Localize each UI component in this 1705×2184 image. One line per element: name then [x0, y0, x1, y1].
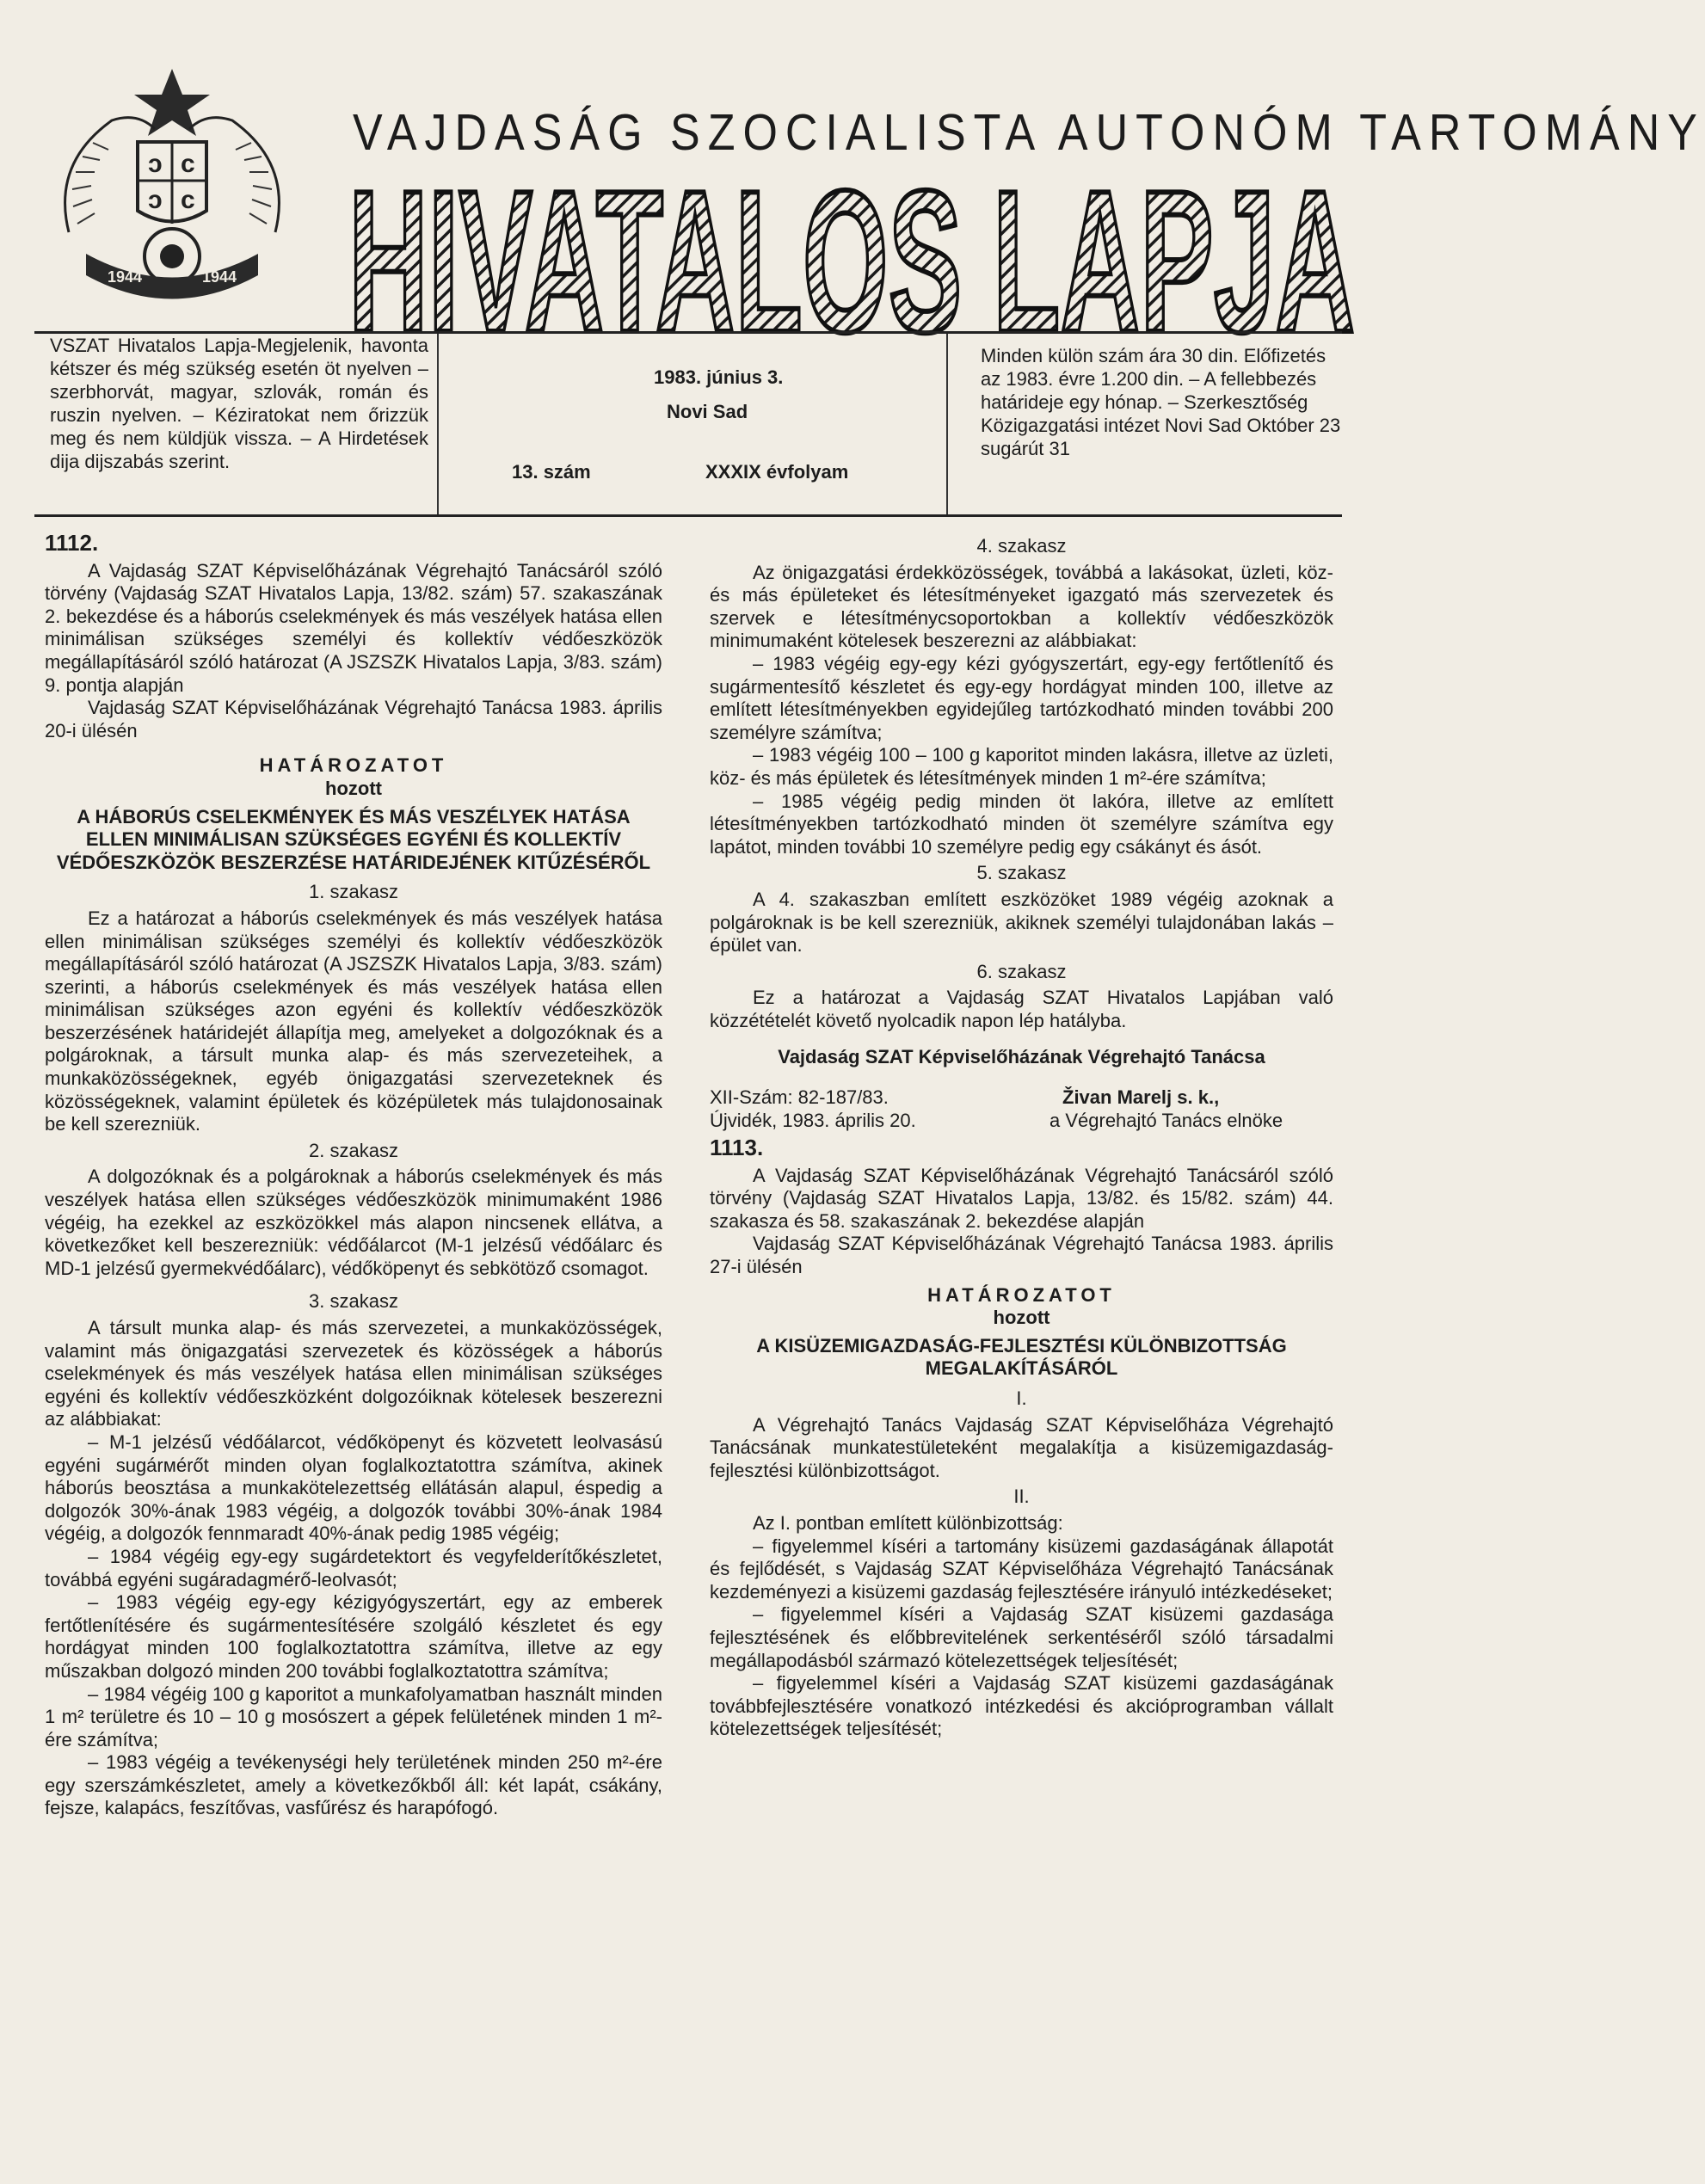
preamble: A Vajdaság SZAT Képviselőházának Végrehajtó Tanácsáról szóló törvény (Vajdaság SZAT Hivatalos Lapja, 13/82. és 15/82. szám) 44. szakasza és 58. szakaszának 2. bekezdése alapján: [710, 1164, 1333, 1232]
section-text: A 4. szakaszban említett eszközöket 1989 végéig azoknak a polgároknak is be kell szerezniük, akiknek személyi tulajdonában lakás – épület van.: [710, 888, 1333, 957]
list-item: – figyelemmel kíséri a Vajdaság SZAT kisüzemi gazdaságának továbbfejlesztésére vonatkozó intézkedési és akcióprogramban vállalt kötelezettségek teljesítését;: [710, 1672, 1333, 1740]
section-text: Az I. pontban említett különbizottság:: [753, 1511, 1063, 1534]
issue-number: 13. szám: [512, 461, 591, 483]
issue-date: 1983. június 3.: [654, 366, 784, 388]
hozott-label: hozott: [993, 1307, 1050, 1329]
right-column: [710, 532, 1333, 1741]
list-item: – M-1 jelzésű védőálarcot, védőköpenyt és közvetett leolvasású egyéni sugárмérőt minden olyan foglalkoztatottra számítva, akinek háborús beosztása a munkakötelezettség ellátásán alapul, éspedig a dolgozók 30%-ának 1983 végéig, a dolgozók további 30%-ának 1984 végéig, a dolgozók fennmaradt 40%-ának pedig 1985 végéig;: [45, 1430, 662, 1545]
list-item: – 1984 végéig egy-egy sugárdetektort és vegyfelderítőkészletet, továbbá egyéni sugáradagmérő-leolvasót;: [45, 1545, 662, 1590]
coat-of-arms-emblem: [34, 60, 318, 327]
list-item: – figyelemmel kíséri a Vajdaság SZAT kisüzemi gazdasága fejlesztésének és előbbrevitelének serkentéséről szóló társadalmi megállapodásból származó kötelezettségek teljesítését;: [710, 1603, 1333, 1671]
list-item: – figyelemmel kíséri a tartomány kisüzemi gazdaságának állapotát és fejlődését, s Vajdaság SZAT Képviselőháza Végrehajtó Tanácsának kezdeményezi a kisüzemi gazdaság fejlesztésére irányuló intézkedéseket;: [710, 1535, 1333, 1603]
section-title: 4. szakasz: [976, 535, 1067, 557]
svg-text:c: c: [181, 186, 195, 214]
doc-number: 1113.: [710, 1135, 764, 1161]
info-issue-details: [439, 334, 948, 514]
section-text: A Végrehajtó Tanács Vajdaság SZAT Képviselőháza Végrehajtó Tanácsának munkatestületeként megalakítja a kisüzemigazdaság-fejlesztési különbizottságot.: [710, 1413, 1333, 1481]
issue-volume: XXXIX évfolyam: [705, 461, 849, 483]
section-title: 1. szakasz: [309, 881, 398, 903]
emblem-year-right: 1944: [202, 268, 237, 286]
preamble-body: Vajdaság SZAT Képviselőházának Végrehajtó Tanácsa 1983. április 20-i ülésén: [45, 697, 662, 741]
svg-text:ɔ: ɔ: [148, 186, 163, 214]
masthead-title-text: HIVATALOS LAPJA: [348, 148, 1355, 374]
section-text: Az önigazgatási érdekközösségek, továbbá a lakásokat, üzleti, köz- és más épületeket és létesítményeket igazgató más szervezetek és szervek e létesítménycsoportokban a kollektív védőeszközök minimumaként kötelesek beszerezni az alábbiakat:: [710, 561, 1333, 652]
svg-text:ɔ: ɔ: [148, 150, 163, 178]
masthead-supertitle: VAJDASÁG SZOCIALISTA AUTONÓM TARTOMÁNY: [353, 104, 1705, 162]
list-item: – 1983 végéig 100 – 100 g kaporitot minden lakásra, illetve az üzleti, köz- és más épületek és létesítmények minden 1 m²-ére számítva;: [710, 744, 1333, 789]
issue-city: Novi Sad: [667, 401, 748, 422]
list-item: – 1983 végéig egy-egy kézi gyógyszertárt, egy-egy fertőtlenítő és sugármentesítő készletet és egy-egy hordágyat minden 100, illetve az említett létesítményekben egyidejűleg tartózkodható minden további 200 személyre számítva;: [710, 652, 1333, 743]
left-column: [45, 532, 662, 1820]
section-text: Ez a határozat a Vajdaság SZAT Hivatalos Lapjában való közzétételét követő nyolcadik napon lép hatályba.: [710, 987, 1333, 1031]
masthead-title: [344, 148, 1359, 374]
section-title: 5. szakasz: [976, 862, 1067, 884]
decision-label: HATÁROZATOT: [927, 1283, 1116, 1306]
list-item: – 1983 végéig egy-egy kézigyógyszertárt, egy az emberek fertőtlenítésére és sugármentesítésére szolgáló készletet és egy hordágyat minden 100 foglalkoztatottra számítva, illetve az egy műszakban dolgozó minden 200 további foglalkoztatottra számítva;: [45, 1591, 662, 1682]
masthead: [34, 52, 1705, 374]
reference-number: XII-Szám: 82-187/83.: [710, 1086, 889, 1109]
doc-number: 1112.: [45, 530, 99, 556]
section-text: A társult munka alap- és más szervezetei, a munkaközösségek, valamint más önigazgatási szervezetek és közösségek a háborús cselekmények és más veszélyek hatása ellen minimálisan szükséges egyéni és kollektív védőeszközként dolgozóiknak kötelesek beszerezni az alábbiakat:: [45, 1317, 662, 1430]
signer-title: a Végrehajtó Tanács elnöke: [1049, 1110, 1283, 1132]
info-subscription: Minden külön szám ára 30 din. Előfizetés az 1983. évre 1.200 din. – A fellebbezés határideje egy hónap. – Szerkesztőség Közigazgatási intézet Novi Sad Október 23 sugárút 31: [981, 345, 1341, 459]
info-publication-notice: VSZAT Hivatalos Lapja-Megjelenik, havonta kétszer és még szükség esetén öt nyelven – szerbhorvát, magyar, szlovák, román és ruszin nyelven. – Kéziratokat nem őrizzük meg és nem küldjük vissza. – A Hirdetések dija dijszabás szerint.: [34, 334, 439, 514]
preamble: A Vajdaság SZAT Képviselőházának Végrehajtó Tanácsáról szóló törvény (Vajdaság SZAT Hivatalos Lapja, 13/82. szám) 57. szakaszának 2. bekezdése és a háborús cselekmények és más veszélyek hatása ellen minimálisan szükséges személyi és kollektív védőeszközök megállapításáról szóló határozat (A JSZSZK Hivatalos Lapja, 3/83. szám) 9. pontja alapján: [45, 559, 662, 696]
issue-info-box: [34, 331, 1342, 517]
list-item: – 1985 végéig pedig minden öt lakóra, illetve az említett létesítményekben tartózkodható minden öt személyre számítva egy lapátot, minden további 10 személyre pedig egy csákányt és ásót.: [710, 790, 1333, 858]
list-item: – 1984 végéig 100 g kaporitot a munkafolyamatban használt minden 1 m² területre és 10 – 10 g mosószert a gépek felületének minden 1 m²-ére számítva;: [45, 1683, 662, 1750]
signature-block: [710, 1086, 1333, 1135]
decision-heading: A HÁBORÚS CSELEKMÉNYEK ÉS MÁS VESZÉLYEK HATÁSA ELLEN MINIMÁLISAN SZÜKSÉGES EGYÉNI ÉS KOLLEKTÍV VÉDŐESZKÖZÖK BESZERZÉSE HATÁRIDEJÉNEK KITŰZÉSÉRŐL: [56, 805, 651, 873]
place-date: Újvidék, 1983. április 20.: [710, 1110, 916, 1132]
emblem-year-left: 1944: [108, 268, 143, 286]
section-title: I.: [1016, 1387, 1027, 1409]
section-title: II.: [1013, 1486, 1030, 1508]
preamble-body: Vajdaság SZAT Képviselőházának Végrehajtó Tanácsa 1983. április 27-i ülésén: [710, 1233, 1333, 1278]
list-item: – 1983 végéig a tevékenységi hely területének minden 250 m²-ére egy szerszámkészletet, amely a következőkből áll: két lapát, csákány, fejsze, kalapács, feszítővas, vasfűrész és harapófogó.: [45, 1751, 662, 1819]
decision-heading: A KISÜZEMIGAZDASÁG-FEJLESZTÉSI KÜLÖNBIZOTTSÁG MEGALAKÍTÁSÁRÓL: [756, 1334, 1287, 1380]
decision-label: HATÁROZATOT: [259, 754, 448, 777]
svg-text:c: c: [181, 150, 195, 178]
section-title: 3. szakasz: [309, 1290, 398, 1313]
section-title: 2. szakasz: [309, 1139, 398, 1161]
hozott-label: hozott: [325, 777, 382, 799]
section-title: 6. szakasz: [976, 960, 1067, 982]
signer-name: Živan Marelj s. k.,: [1062, 1086, 1220, 1109]
section-text: Ez a határozat a háborús cselekmények és más veszélyek hatása ellen minimálisan szükséges személyi és kollektív védőeszközök megállapításáról szóló határozat (A JSZSZK Hivatalos Lapja, 3/83. szám) szerinti, a háborús cselekmények és más veszélyek hatása ellen minimálisan szükséges azon egyéni és kollektív védőeszközök beszerzésének határidejét állapítja meg, amelyeket a dolgozóknak és a polgároknak, a társult munka alap- és más szervezeteihek, a munkaközösségeknek, egyéb önigazgatási szervezeteknek és közösségeknek, valamint épületek és középületek más tulajdonosainak be kell szerezniük.: [45, 907, 662, 1135]
section-text: A dolgozóknak és a polgároknak a háborús cselekmények és más veszélyek hatása ellen szükséges védőeszközök minimumaként 1986 végéig, ha ezekkel az eszközökkel más alapon nincsenek ellátva, a következőket kell beszerezniük: védőálarcot (M-1 jelzésű védőálarc és MD-1 jelzésű gyermekvédőálarc), védőköpenyt és sebkötöző csomagot.: [45, 1166, 662, 1279]
signer-body: Vajdaság SZAT Képviselőházának Végrehajtó Tanácsa: [778, 1046, 1265, 1068]
